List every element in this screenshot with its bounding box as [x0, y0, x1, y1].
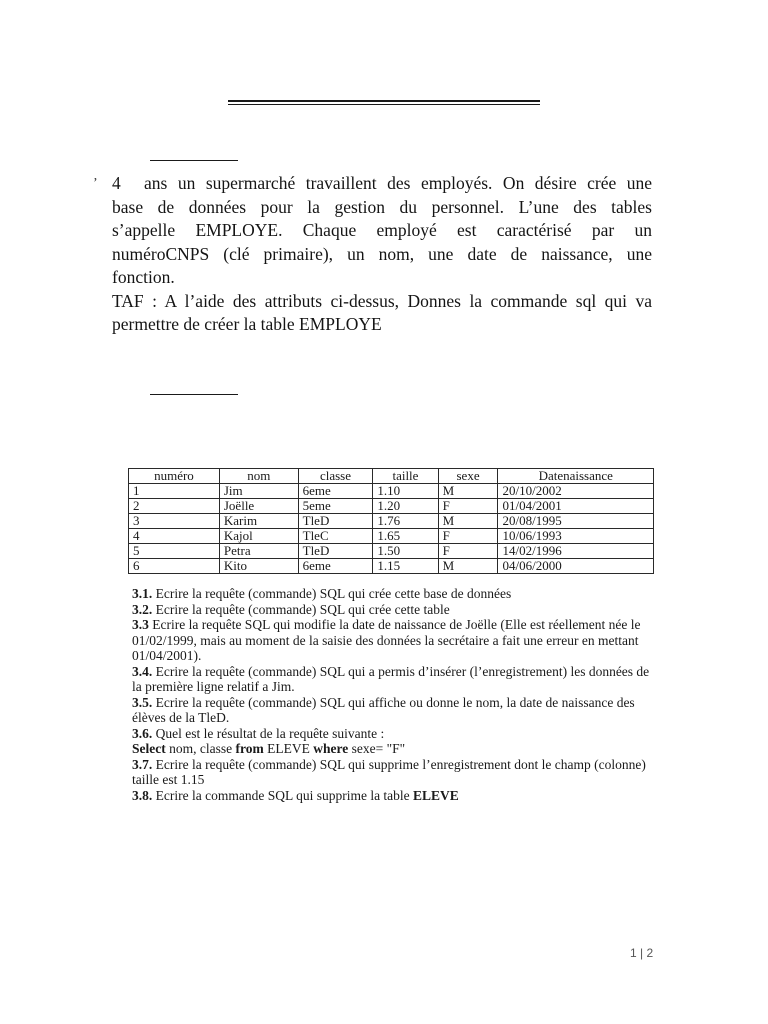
cell-nom: Kito	[219, 559, 298, 574]
exercise-line-6: TAF : A l’aide des attributs ci-dessus, Donnes la commande sql qui va	[112, 290, 652, 311]
cell-sexe: M	[438, 484, 498, 499]
cell-sexe: F	[438, 499, 498, 514]
header-classe: classe	[298, 469, 373, 484]
table-row	[129, 484, 654, 499]
question-3-4: 3.4. Ecrire la requête (commande) SQL qui a permis d’insérer (l’enregistrement) les données de la première ligne relatif a Jim.	[132, 663, 650, 694]
exercise-line-7: permettre de créer la table EMPLOYE	[112, 314, 382, 334]
cell-nom: Joëlle	[219, 499, 298, 514]
cell-classe: TleD	[298, 544, 373, 559]
exercise-line-4: numéroCNPS (clé primaire), un nom, une date de naissance, une	[112, 243, 652, 264]
question-3-5: 3.5. Ecrire la requête (commande) SQL qui affiche ou donne le nom, la date de naissance des élèves de la TleD.	[132, 694, 635, 725]
cell-nom: Petra	[219, 544, 298, 559]
sql-query: Select nom, classe from ELEVE where sexe= "F"	[132, 741, 406, 756]
table-header-row	[129, 469, 654, 484]
header-taille: taille	[373, 469, 438, 484]
cell-nom: Jim	[219, 484, 298, 499]
cell-classe: 6eme	[298, 484, 373, 499]
cell-taille: 1.15	[373, 559, 438, 574]
cell-sexe: M	[438, 559, 498, 574]
cell-numero: 1	[129, 484, 220, 499]
cell-datenaissance: 10/06/1993	[498, 529, 654, 544]
cell-taille: 1.20	[373, 499, 438, 514]
exercise-line-2: base de données pour la gestion du personnel. L’une des tables	[112, 196, 652, 217]
cell-datenaissance: 14/02/1996	[498, 544, 654, 559]
page-number: 1 | 2	[630, 946, 654, 960]
question-3-7: 3.7. Ecrire la requête (commande) SQL qui supprime l’enregistrement dont le champ (colonne) taille est 1.15	[132, 756, 646, 787]
cell-classe: TleD	[298, 514, 373, 529]
cell-numero: 3	[129, 514, 220, 529]
question-3-2: 3.2. Ecrire la requête (commande) SQL qui crée cette table	[132, 601, 450, 617]
cell-numero: 5	[129, 544, 220, 559]
cell-datenaissance: 04/06/2000	[498, 559, 654, 574]
cell-nom: Karim	[219, 514, 298, 529]
title-rule-second	[228, 104, 540, 105]
cell-sexe: F	[438, 529, 498, 544]
cell-taille: 1.76	[373, 514, 438, 529]
cell-sexe: F	[438, 544, 498, 559]
title-rule	[228, 100, 540, 102]
exercise-line-3: s’appelle EMPLOYE. Chaque employé est caractérisé par un	[112, 220, 652, 240]
cell-numero: 6	[129, 559, 220, 574]
margin-mark: ʼ	[93, 176, 98, 191]
cell-nom: Kajol	[219, 529, 298, 544]
cell-sexe: M	[438, 514, 498, 529]
question-3-3: 3.3 Ecrire la requête SQL qui modifie la date de naissance de Joëlle (Elle est réellement née le 01/02/1999, mais au moment de la saisie des données la secrétaire a fait une erreur en mettant 01/04/2001).	[132, 617, 641, 663]
table-row	[129, 499, 654, 514]
exercise-number: 4	[112, 173, 121, 193]
exercise-line-1: 4 ans un supermarché travaillent des employés. On désire crée une	[112, 172, 652, 196]
eleve-table	[128, 468, 654, 574]
exercise-paragraph	[112, 172, 652, 337]
cell-datenaissance: 20/10/2002	[498, 484, 654, 499]
questions-list	[132, 586, 658, 803]
header-datenaissance: Datenaissance	[498, 469, 654, 484]
header-nom: nom	[219, 469, 298, 484]
exercise-heading-rule-2	[150, 394, 238, 395]
question-3-8: 3.8. Ecrire la commande SQL qui supprime la table ELEVE	[132, 787, 459, 803]
table-row	[129, 559, 654, 574]
cell-numero: 2	[129, 499, 220, 514]
header-numero: numéro	[129, 469, 220, 484]
table-row	[129, 514, 654, 529]
cell-classe: 5eme	[298, 499, 373, 514]
exercise-line-5: fonction.	[112, 267, 175, 287]
cell-numero: 4	[129, 529, 220, 544]
question-3-6: 3.6. Quel est le résultat de la requête suivante :	[132, 725, 385, 741]
exercise-heading-rule	[150, 160, 238, 161]
question-3-1: 3.1. Ecrire la requête (commande) SQL qui crée cette base de données	[132, 586, 512, 601]
cell-taille: 1.10	[373, 484, 438, 499]
cell-classe: 6eme	[298, 559, 373, 574]
table-row	[129, 544, 654, 559]
cell-taille: 1.50	[373, 544, 438, 559]
cell-datenaissance: 01/04/2001	[498, 499, 654, 514]
cell-classe: TleC	[298, 529, 373, 544]
header-sexe: sexe	[438, 469, 498, 484]
cell-datenaissance: 20/08/1995	[498, 514, 654, 529]
table-row	[129, 529, 654, 544]
cell-taille: 1.65	[373, 529, 438, 544]
